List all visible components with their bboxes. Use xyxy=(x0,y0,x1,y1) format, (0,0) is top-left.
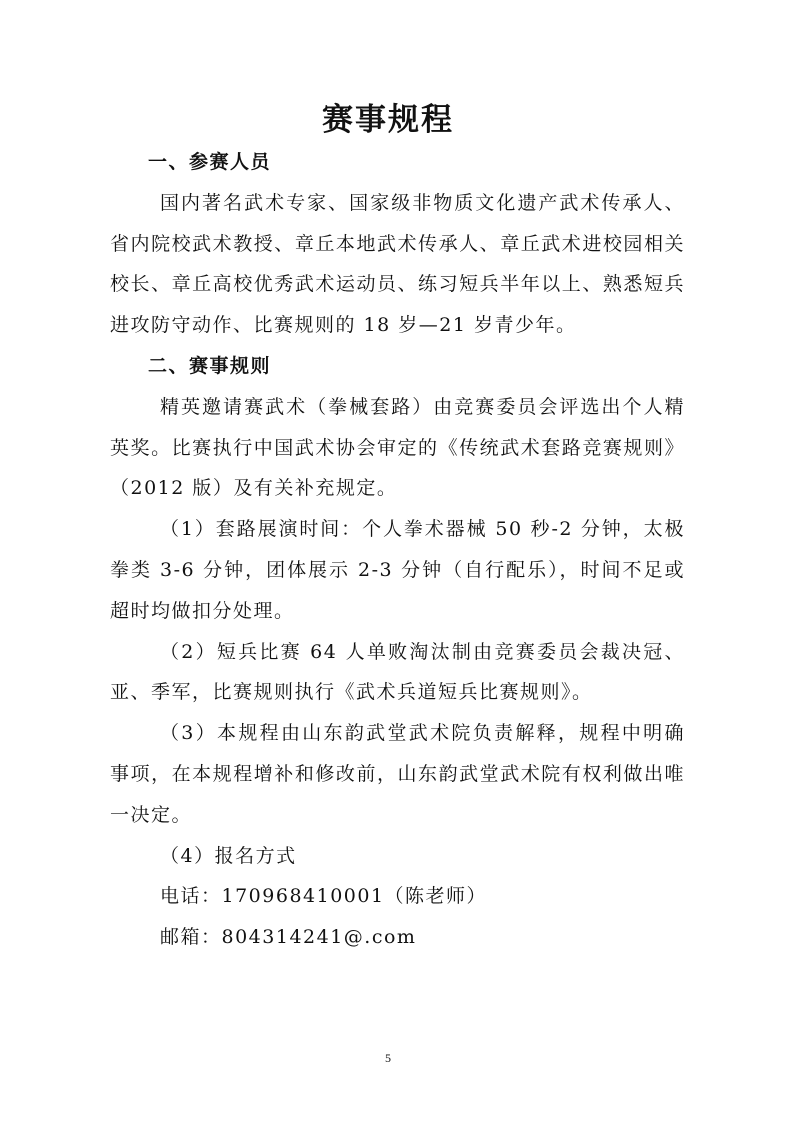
page-number: 5 xyxy=(385,1051,391,1065)
page-title: 赛事规程 xyxy=(322,102,454,138)
rule-item-2: （2）短兵比赛 64 人单败淘汰制由竞赛委员会裁决冠、亚、季军，比赛规则执行《武术兵道短兵比赛规则》。 xyxy=(110,640,685,704)
contact-phone: 电话：170968410001（陈老师） xyxy=(160,885,488,908)
rules-paragraph: 精英邀请赛武术（拳械套路）由竞赛委员会评选出个人精英奖。比赛执行中国武术协会审定的《传统武术套路竞赛规则》（2012 版）及有关补充规定。 xyxy=(110,395,685,500)
document-body xyxy=(110,142,685,958)
rule-item-3: （3）本规程由山东韵武堂武术院负责解释，规程中明确事项，在本规程增补和修改前，山东韵武堂武术院有权利做出唯一决定。 xyxy=(110,722,685,826)
participants-paragraph: 国内著名武术专家、国家级非物质文化遗产武术传承人、省内院校武术教授、章丘本地武术传承人、章丘武术进校园相关校长、章丘高校优秀武术运动员、练习短兵半年以上、熟悉短兵进攻防守动作、比赛规则的 18 岁—21 岁青少年。 xyxy=(110,191,685,337)
rule-item-4: （4）报名方式 xyxy=(160,844,297,867)
section-heading-rules: 二、赛事规则 xyxy=(148,354,272,377)
section-heading-participants: 一、参赛人员 xyxy=(148,151,272,173)
contact-email: 邮箱：804314241@.com xyxy=(160,926,417,949)
rule-item-1: （1）套路展演时间：个人拳术器械 50 秒-2 分钟，太极拳类 3-6 分钟，团体展示 2-3 分钟（自行配乐），时间不足或超时均做扣分处理。 xyxy=(110,518,685,622)
